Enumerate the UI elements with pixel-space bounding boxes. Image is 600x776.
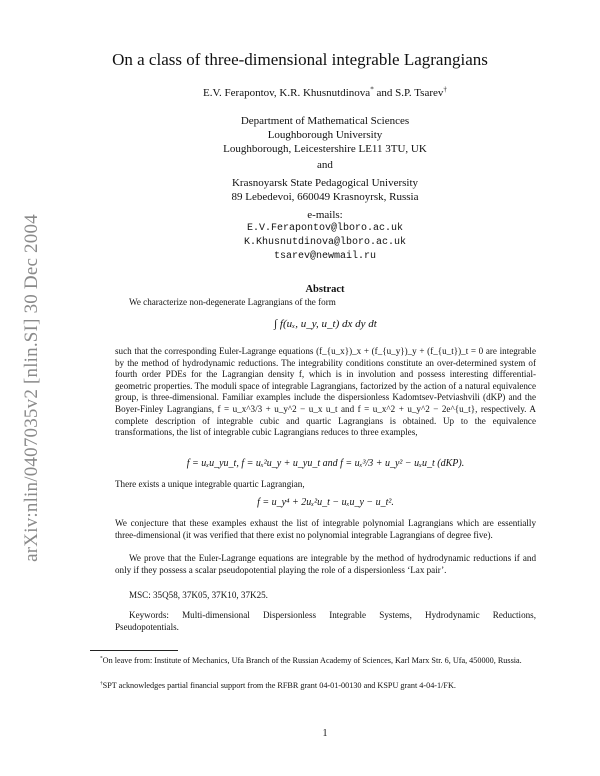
authors-part2: and S.P. Tsarev [373, 87, 444, 99]
affiliation-1-line: Department of Mathematical Sciences [240, 115, 410, 127]
abstract-body: such that the corresponding Euler-Lagrange equations (f_{u_x})_x + (f_{u_y})_y + (f_{u_t})_t = 0 are integrable by the method of hydrodynamic reductions. The integrability conditions constitute an over-determined system of fourth order PDEs for the Lagrangian density f, which is in involution and possess interesting differential-geometric properties. The moduli space of integrable Lagrangians, factorized by the action of a natural equivalence group, is three-dimensional. Familiar examples include the dispersionless Kadomtsev-Petviashvili (dKP) and the Boyer-Finley Lagrangians, f = u_x^3/3 + u_y^2 − u_x u_t and f = u_x^2 + u_y^2 − 2e^{u_t}, respectively. A complete description of integrable cubic and quartic Lagrangians is obtained. Up to the equivalence transformations, the list of integrable cubic Lagrangians reduces to three examples, [115, 346, 536, 438]
affiliation-1-line: Loughborough University [267, 129, 383, 141]
keywords: Keywords: Multi-dimensional Dispersionless Integrable Systems, Hydrodynamic Reductions, Pseudopotentials. [115, 610, 536, 632]
author-mark-1: * [370, 85, 374, 94]
conjecture-paragraph: We conjecture that these examples exhaust the list of integrable polynomial Lagrangians which are essentially three-dimensional (it was verified that there exist no polynomial integrable Lagrangians of degree five). [115, 518, 536, 540]
affiliation-1-line: Loughborough, Leicestershire LE11 3TU, UK [223, 143, 427, 155]
footnote-1-mark: * [100, 655, 103, 662]
email-address[interactable]: K.Khusnutdinova@lboro.ac.uk [243, 237, 407, 248]
footnote-2-text: SPT acknowledges partial financial support from the RFBR grant 04-01-00130 and KSPU grant 4-04-1/FK. [102, 681, 456, 690]
footnote-2-mark: † [100, 680, 103, 687]
equation-integral: ∫ f(uₓ, u_y, u_t) dx dy dt [274, 318, 377, 330]
authors [0, 86, 600, 100]
quartic-intro: There exists a unique integrable quartic Lagrangian, [115, 479, 305, 489]
equation-cubic: f = uₓu_yu_t, f = uₓ²u_y + u_yu_t and f = uₓ³/3 + u_y² − uₓu_t (dKP). [186, 458, 465, 469]
email-list [0, 222, 600, 264]
page-number: 1 [322, 728, 328, 739]
authors-part1: E.V. Ferapontov, K.R. Khusnutdinova [203, 87, 371, 99]
affiliation-2 [0, 176, 600, 204]
and-separator: and [317, 159, 333, 171]
email-address[interactable]: E.V.Ferapontov@lboro.ac.uk [246, 223, 404, 234]
email-address[interactable]: tsarev@newmail.ru [273, 251, 377, 262]
msc-codes: MSC: 35Q58, 37K05, 37K10, 37K25. [129, 590, 268, 600]
author-mark-2: † [443, 85, 447, 94]
emails-label: e-mails: [307, 209, 343, 221]
footnote-1-text: On leave from: Institute of Mechanics, Ufa Branch of the Russian Academy of Sciences, Karl Marx Str. 6, Ufa, 450000, Russia. [102, 656, 522, 665]
affiliation-1 [0, 114, 600, 156]
footnote-rule [90, 650, 178, 651]
arxiv-stamp-text: arXiv:nlin/0407035v2 [nlin.SI] 30 Dec 2004 [21, 214, 42, 562]
affiliation-2-line: Krasnoyarsk State Pedagogical University [231, 177, 419, 189]
proof-paragraph: We prove that the Euler-Lagrange equations are integrable by the method of hydrodynamic reductions if and only if they possess a scalar pseudopotential playing the role of a dispersionless ‘Lax pair’. [115, 553, 536, 575]
equation-quartic: f = u_y⁴ + 2uₓ²u_t − uₓu_y − u_t². [257, 497, 394, 508]
abstract-heading: Abstract [305, 284, 345, 295]
affiliation-2-line: 89 Lebedevoi, 660049 Krasnoyrsk, Russia [231, 191, 419, 203]
paper-title: On a class of three-dimensional integrable Lagrangians [112, 50, 488, 69]
footnote-2 [90, 680, 562, 691]
abstract-intro: We characterize non-degenerate Lagrangians of the form [129, 297, 336, 307]
footnote-1 [90, 655, 562, 666]
